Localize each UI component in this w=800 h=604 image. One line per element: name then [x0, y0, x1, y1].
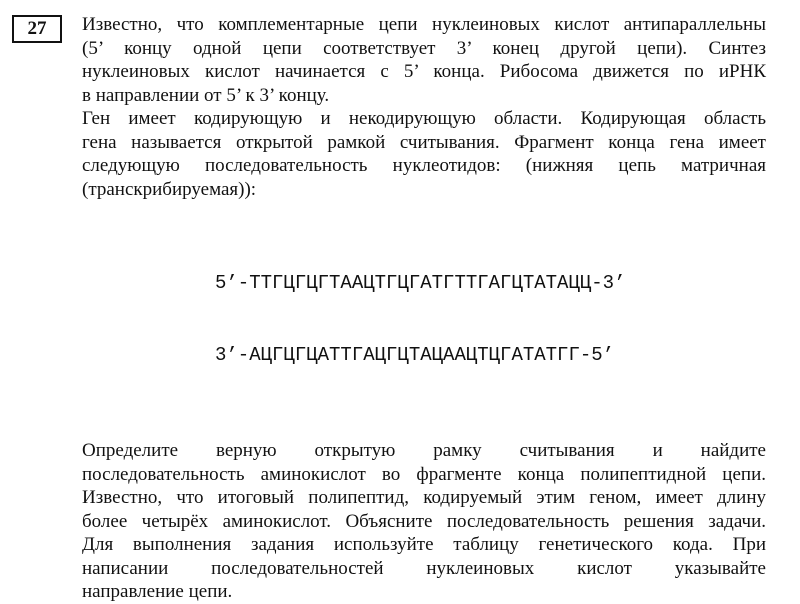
question-line: написании последовательностей нуклеиновых кислот указывайте	[82, 557, 766, 579]
question-line: более четырёх аминокислот. Объясните последовательность решения задачи.	[82, 510, 766, 532]
intro-line: в направлении от 5’ к 3’ концу.	[82, 84, 330, 106]
intro-line: нуклеиновых кислот начинается с 5’ конца. Рибосома движется по иРНК	[82, 61, 766, 82]
dna-sequence	[82, 223, 766, 415]
task-number-box	[12, 15, 62, 43]
question-line: Для выполнения задания используйте таблицу генетического кода. При	[82, 534, 766, 555]
question-line: последовательность аминокислот во фрагменте конца полипептидной цепи.	[82, 463, 766, 485]
task-number: 27	[27, 18, 47, 39]
dna-bottom-strand: 3’-АЦГЦГЦАТТГАЦГЦТАЦААЦТЦГАТАТГГ-5’	[215, 344, 615, 366]
intro-line: Известно, что комплементарные цепи нуклеиновых кислот антипараллельны	[82, 14, 766, 35]
question-paragraph	[82, 439, 766, 604]
intro-paragraph	[82, 13, 766, 107]
gene-paragraph	[82, 107, 766, 201]
question-line: Определите верную открытую рамку считывания и найдите	[82, 440, 766, 461]
question-line: направление цепи.	[82, 581, 233, 602]
gene-line: гена называется открытой рамкой считывания. Фрагмент конца гена имеет	[82, 131, 766, 153]
gene-line: (транскрибируемая)):	[82, 178, 257, 200]
gene-line: Ген имеет кодирующую и некодирующую области. Кодирующая область	[82, 108, 766, 129]
question-line: Известно, что итоговый полипептид, кодируемый этим геном, имеет длину	[82, 487, 766, 508]
gene-line: следующую последовательность нуклеотидов: (нижняя цепь матричная	[82, 155, 766, 176]
dna-top-strand: 5’-ТТГЦГЦГТААЦТГЦГАТГТТГАГЦТАТАЦЦ-3’	[215, 272, 626, 294]
task-content	[82, 13, 766, 604]
intro-line: (5’ концу одной цепи соответствует 3’ конец другой цепи). Синтез	[82, 37, 766, 59]
